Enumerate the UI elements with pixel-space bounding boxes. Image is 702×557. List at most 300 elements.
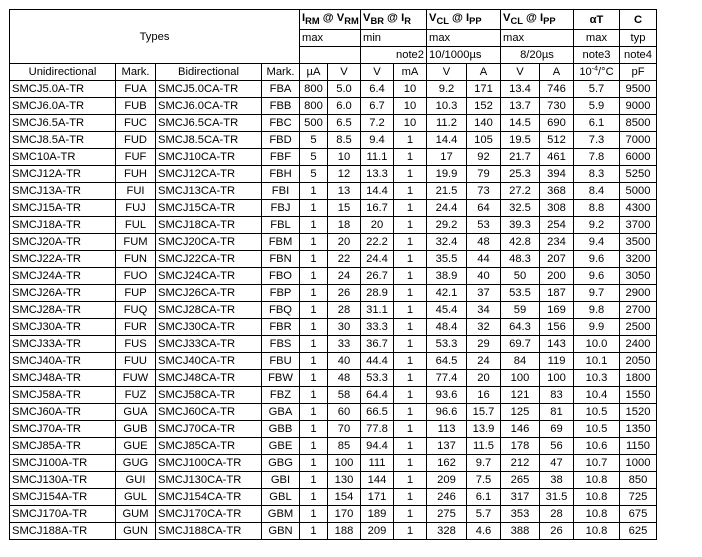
cell-ipp2: 81 — [540, 404, 574, 421]
cell-vbr: 14.4 — [361, 183, 394, 200]
cell-ir: 10 — [394, 115, 427, 132]
irm-max: max — [300, 30, 361, 47]
cell-irm: 800 — [300, 81, 328, 98]
cell-ipp2: 368 — [540, 183, 574, 200]
cell-unidirectional: SMCJ33A-TR — [10, 336, 116, 353]
cell-mark-uni: GUM — [116, 506, 156, 523]
cell-irm: 1 — [300, 387, 328, 404]
cell-ir: 1 — [394, 523, 427, 540]
cell-ipp1: 20 — [467, 370, 501, 387]
cell-capacitance: 2050 — [620, 353, 657, 370]
cell-capacitance: 2400 — [620, 336, 657, 353]
cell-vcl2: 48.3 — [501, 251, 540, 268]
cell-alpha-t: 10.5 — [574, 421, 620, 438]
cell-capacitance: 625 — [620, 523, 657, 540]
cell-mark-bi: FBF — [262, 149, 300, 166]
cell-unidirectional: SMCJ48A-TR — [10, 370, 116, 387]
cell-bidirectional: SMCJ6.5CA-TR — [156, 115, 262, 132]
cell-capacitance: 1800 — [620, 370, 657, 387]
cell-unidirectional: SMCJ13A-TR — [10, 183, 116, 200]
table-row — [10, 234, 657, 251]
cell-ipp1: 9.7 — [467, 455, 501, 472]
cell-ir: 1 — [394, 404, 427, 421]
cell-vrm: 60 — [328, 404, 361, 421]
table-row — [10, 353, 657, 370]
cell-unidirectional: SMCJ18A-TR — [10, 217, 116, 234]
cell-ipp1: 152 — [467, 98, 501, 115]
cell-ipp2: 187 — [540, 285, 574, 302]
cell-mark-bi: FBA — [262, 81, 300, 98]
cell-mark-bi: FBR — [262, 319, 300, 336]
cell-vcl2: 21.7 — [501, 149, 540, 166]
vcl1-max: max — [427, 30, 501, 47]
cell-ipp2: 690 — [540, 115, 574, 132]
cell-vbr: 28.9 — [361, 285, 394, 302]
cell-ipp1: 64 — [467, 200, 501, 217]
unit-ipp2: A — [540, 64, 574, 81]
cell-vrm: 85 — [328, 438, 361, 455]
vbr-min: min — [361, 30, 427, 47]
cell-unidirectional: SMCJ170A-TR — [10, 506, 116, 523]
cell-mark-bi: GBA — [262, 404, 300, 421]
cell-alpha-t: 10.3 — [574, 370, 620, 387]
cell-mark-uni: FUP — [116, 285, 156, 302]
cell-vcl1: 53.3 — [427, 336, 467, 353]
cell-ir: 1 — [394, 302, 427, 319]
vbr-heading: $V_{BR}$ @ $I_R$ — [361, 10, 427, 30]
cell-alpha-t: 7.8 — [574, 149, 620, 166]
unit-vcl2: V — [501, 64, 540, 81]
table-row — [10, 421, 657, 438]
table-row — [10, 81, 657, 98]
cell-unidirectional: SMCJ130A-TR — [10, 472, 116, 489]
cell-mark-uni: FUC — [116, 115, 156, 132]
cell-vbr: 171 — [361, 489, 394, 506]
cell-mark-bi: FBP — [262, 285, 300, 302]
table-row — [10, 268, 657, 285]
cell-vcl2: 19.5 — [501, 132, 540, 149]
cell-vbr: 22.2 — [361, 234, 394, 251]
cell-bidirectional: SMCJ26CA-TR — [156, 285, 262, 302]
cell-irm: 1 — [300, 268, 328, 285]
cell-vbr: 36.7 — [361, 336, 394, 353]
cell-vbr: 64.4 — [361, 387, 394, 404]
cell-ir: 1 — [394, 336, 427, 353]
unit-at: $10^{-4}/^\circ C$ — [574, 64, 620, 81]
cell-vcl1: 93.6 — [427, 387, 467, 404]
cell-mark-uni: FUJ — [116, 200, 156, 217]
cell-mark-bi: FBL — [262, 217, 300, 234]
cell-ipp1: 29 — [467, 336, 501, 353]
cell-capacitance: 9000 — [620, 98, 657, 115]
cell-ipp1: 79 — [467, 166, 501, 183]
cell-bidirectional: SMCJ28CA-TR — [156, 302, 262, 319]
cell-bidirectional: SMCJ60CA-TR — [156, 404, 262, 421]
cell-vbr: 20 — [361, 217, 394, 234]
cell-unidirectional: SMC10A-TR — [10, 149, 116, 166]
cell-vcl1: 32.4 — [427, 234, 467, 251]
cell-bidirectional: SMCJ188CA-TR — [156, 523, 262, 540]
cell-vcl2: 265 — [501, 472, 540, 489]
cell-irm: 1 — [300, 370, 328, 387]
table-row — [10, 438, 657, 455]
header-row-units — [10, 64, 657, 81]
cell-ipp2: 26 — [540, 523, 574, 540]
cell-vcl1: 64.5 — [427, 353, 467, 370]
table-row — [10, 370, 657, 387]
cell-ipp1: 105 — [467, 132, 501, 149]
cell-mark-uni: FUW — [116, 370, 156, 387]
table-row — [10, 319, 657, 336]
cell-alpha-t: 10.6 — [574, 438, 620, 455]
cell-mark-bi: FBZ — [262, 387, 300, 404]
cell-vcl2: 212 — [501, 455, 540, 472]
cell-vcl2: 100 — [501, 370, 540, 387]
cell-irm: 1 — [300, 404, 328, 421]
cell-ipp2: 200 — [540, 268, 574, 285]
cell-ir: 1 — [394, 251, 427, 268]
cell-vcl2: 50 — [501, 268, 540, 285]
table-row — [10, 132, 657, 149]
cell-ipp1: 44 — [467, 251, 501, 268]
unit-irm: µA — [300, 64, 328, 81]
cell-alpha-t: 6.1 — [574, 115, 620, 132]
cell-alpha-t: 10.8 — [574, 523, 620, 540]
cell-capacitance: 6000 — [620, 149, 657, 166]
irm-blank — [300, 47, 361, 64]
cell-vrm: 170 — [328, 506, 361, 523]
cell-mark-uni: FUI — [116, 183, 156, 200]
cell-alpha-t: 10.8 — [574, 506, 620, 523]
at-max: max — [574, 30, 620, 47]
cell-vbr: 24.4 — [361, 251, 394, 268]
cell-ir: 1 — [394, 183, 427, 200]
cell-bidirectional: SMCJ20CA-TR — [156, 234, 262, 251]
cell-mark-uni: FUS — [116, 336, 156, 353]
cell-alpha-t: 10.1 — [574, 353, 620, 370]
cell-alpha-t: 9.6 — [574, 268, 620, 285]
cell-bidirectional: SMCJ22CA-TR — [156, 251, 262, 268]
cell-irm: 5 — [300, 166, 328, 183]
cell-alpha-t: 10.0 — [574, 336, 620, 353]
cell-vbr: 7.2 — [361, 115, 394, 132]
cell-ipp2: 69 — [540, 421, 574, 438]
vcl1-pulse: 10/1000µs — [427, 47, 501, 64]
cell-capacitance: 3200 — [620, 251, 657, 268]
cell-ipp2: 746 — [540, 81, 574, 98]
cell-ipp1: 34 — [467, 302, 501, 319]
cell-bidirectional: SMCJ18CA-TR — [156, 217, 262, 234]
cell-vcl1: 42.1 — [427, 285, 467, 302]
cell-bidirectional: SMCJ70CA-TR — [156, 421, 262, 438]
cell-mark-bi: FBS — [262, 336, 300, 353]
cell-irm: 5 — [300, 132, 328, 149]
cell-vrm: 48 — [328, 370, 361, 387]
cell-vcl1: 162 — [427, 455, 467, 472]
cell-vbr: 53.3 — [361, 370, 394, 387]
cell-mark-uni: GUA — [116, 404, 156, 421]
cell-ipp2: 28 — [540, 506, 574, 523]
cell-vcl2: 39.3 — [501, 217, 540, 234]
cell-ir: 1 — [394, 166, 427, 183]
table-row — [10, 302, 657, 319]
cell-alpha-t: 5.9 — [574, 98, 620, 115]
cell-ipp1: 16 — [467, 387, 501, 404]
cell-vrm: 154 — [328, 489, 361, 506]
cell-ir: 1 — [394, 149, 427, 166]
cell-alpha-t: 9.7 — [574, 285, 620, 302]
cell-mark-uni: FUA — [116, 81, 156, 98]
cell-ir: 1 — [394, 472, 427, 489]
cell-mark-uni: FUB — [116, 98, 156, 115]
col-mark-uni: Mark. — [116, 64, 156, 81]
cell-vcl2: 121 — [501, 387, 540, 404]
cell-vcl2: 388 — [501, 523, 540, 540]
cell-irm: 1 — [300, 506, 328, 523]
cell-mark-uni: FUM — [116, 234, 156, 251]
cell-vcl2: 13.4 — [501, 81, 540, 98]
cell-irm: 1 — [300, 234, 328, 251]
cell-mark-uni: GUE — [116, 438, 156, 455]
cell-vbr: 6.7 — [361, 98, 394, 115]
cell-alpha-t: 10.8 — [574, 472, 620, 489]
cell-mark-bi: GBB — [262, 421, 300, 438]
cell-mark-bi: FBQ — [262, 302, 300, 319]
cell-vrm: 130 — [328, 472, 361, 489]
cell-mark-uni: GUG — [116, 455, 156, 472]
cell-bidirectional: SMCJ154CA-TR — [156, 489, 262, 506]
cell-bidirectional: SMCJ15CA-TR — [156, 200, 262, 217]
cell-mark-uni: FUL — [116, 217, 156, 234]
unit-ir: mA — [394, 64, 427, 81]
cell-ipp2: 254 — [540, 217, 574, 234]
cell-vcl1: 14.4 — [427, 132, 467, 149]
table-row — [10, 200, 657, 217]
cell-mark-bi: FBH — [262, 166, 300, 183]
at-heading: αT — [574, 10, 620, 30]
cell-alpha-t: 9.9 — [574, 319, 620, 336]
vcl2-max: max — [501, 30, 574, 47]
table-row — [10, 251, 657, 268]
cell-mark-bi: GBM — [262, 506, 300, 523]
cell-mark-bi: FBJ — [262, 200, 300, 217]
cell-vcl1: 38.9 — [427, 268, 467, 285]
col-unidirectional: Unidirectional — [10, 64, 116, 81]
cell-ir: 1 — [394, 489, 427, 506]
cell-mark-uni: GUL — [116, 489, 156, 506]
cell-vcl1: 113 — [427, 421, 467, 438]
cell-vbr: 209 — [361, 523, 394, 540]
cell-ir: 1 — [394, 268, 427, 285]
cell-unidirectional: SMCJ24A-TR — [10, 268, 116, 285]
table-row — [10, 149, 657, 166]
cell-ir: 1 — [394, 421, 427, 438]
table-body — [10, 81, 657, 540]
cell-irm: 1 — [300, 183, 328, 200]
cell-capacitance: 2500 — [620, 319, 657, 336]
cell-ir: 1 — [394, 370, 427, 387]
c-note: note4 — [620, 47, 657, 64]
cell-capacitance: 850 — [620, 472, 657, 489]
cell-vcl1: 29.2 — [427, 217, 467, 234]
cell-vrm: 40 — [328, 353, 361, 370]
cell-vcl1: 11.2 — [427, 115, 467, 132]
cell-ipp1: 32 — [467, 319, 501, 336]
cell-mark-bi: GBE — [262, 438, 300, 455]
cell-capacitance: 1550 — [620, 387, 657, 404]
table-row — [10, 217, 657, 234]
cell-vbr: 16.7 — [361, 200, 394, 217]
cell-ipp2: 143 — [540, 336, 574, 353]
cell-mark-bi: FBI — [262, 183, 300, 200]
cell-mark-uni: FUO — [116, 268, 156, 285]
cell-vrm: 100 — [328, 455, 361, 472]
cell-alpha-t: 8.4 — [574, 183, 620, 200]
cell-mark-bi: FBD — [262, 132, 300, 149]
cell-bidirectional: SMCJ33CA-TR — [156, 336, 262, 353]
cell-irm: 1 — [300, 353, 328, 370]
cell-ipp1: 13.9 — [467, 421, 501, 438]
cell-capacitance: 5000 — [620, 183, 657, 200]
cell-alpha-t: 10.4 — [574, 387, 620, 404]
cell-ipp2: 38 — [540, 472, 574, 489]
cell-capacitance: 3500 — [620, 234, 657, 251]
cell-capacitance: 1520 — [620, 404, 657, 421]
cell-unidirectional: SMCJ154A-TR — [10, 489, 116, 506]
cell-vcl2: 125 — [501, 404, 540, 421]
cell-mark-uni: FUZ — [116, 387, 156, 404]
cell-mark-uni: FUH — [116, 166, 156, 183]
cell-unidirectional: SMCJ70A-TR — [10, 421, 116, 438]
cell-vrm: 70 — [328, 421, 361, 438]
vcl1-heading: $V_{CL}$ @ $I_{PP}$ — [427, 10, 501, 30]
cell-ipp1: 5.7 — [467, 506, 501, 523]
table-row — [10, 472, 657, 489]
table-row — [10, 183, 657, 200]
cell-irm: 1 — [300, 336, 328, 353]
cell-unidirectional: SMCJ20A-TR — [10, 234, 116, 251]
cell-mark-bi: FBU — [262, 353, 300, 370]
cell-ir: 1 — [394, 438, 427, 455]
header-row-titles — [10, 10, 657, 30]
cell-ir: 1 — [394, 217, 427, 234]
cell-ipp2: 461 — [540, 149, 574, 166]
cell-unidirectional: SMCJ26A-TR — [10, 285, 116, 302]
cell-alpha-t: 9.8 — [574, 302, 620, 319]
cell-ipp1: 92 — [467, 149, 501, 166]
cell-ipp2: 234 — [540, 234, 574, 251]
cell-vrm: 6.0 — [328, 98, 361, 115]
spec-table — [9, 9, 657, 540]
table-row — [10, 506, 657, 523]
cell-alpha-t: 8.3 — [574, 166, 620, 183]
cell-ipp1: 53 — [467, 217, 501, 234]
cell-vcl1: 275 — [427, 506, 467, 523]
col-bidirectional: Bidirectional — [156, 64, 262, 81]
cell-vcl1: 17 — [427, 149, 467, 166]
cell-vrm: 20 — [328, 234, 361, 251]
cell-vrm: 8.5 — [328, 132, 361, 149]
vcl2-heading: $V_{CL}$ @ $I_{PP}$ — [501, 10, 574, 30]
cell-mark-uni: FUD — [116, 132, 156, 149]
cell-ipp2: 730 — [540, 98, 574, 115]
cell-alpha-t: 10.8 — [574, 489, 620, 506]
cell-vcl2: 64.3 — [501, 319, 540, 336]
types-heading: Types — [10, 10, 300, 64]
vcl2-pulse: 8/20µs — [501, 47, 574, 64]
cell-mark-bi: GBL — [262, 489, 300, 506]
vbr-note: note2 — [361, 47, 427, 64]
cell-irm: 5 — [300, 149, 328, 166]
cell-vcl2: 317 — [501, 489, 540, 506]
cell-ipp1: 11.5 — [467, 438, 501, 455]
cell-unidirectional: SMCJ58A-TR — [10, 387, 116, 404]
cell-ipp2: 83 — [540, 387, 574, 404]
cell-bidirectional: SMCJ30CA-TR — [156, 319, 262, 336]
table-row — [10, 455, 657, 472]
cell-mark-bi: FBM — [262, 234, 300, 251]
cell-mark-bi: GBI — [262, 472, 300, 489]
cell-bidirectional: SMCJ85CA-TR — [156, 438, 262, 455]
cell-vcl2: 353 — [501, 506, 540, 523]
cell-ir: 1 — [394, 455, 427, 472]
cell-ipp1: 24 — [467, 353, 501, 370]
cell-capacitance: 5250 — [620, 166, 657, 183]
cell-mark-uni: FUF — [116, 149, 156, 166]
cell-vcl1: 48.4 — [427, 319, 467, 336]
cell-bidirectional: SMCJ24CA-TR — [156, 268, 262, 285]
cell-ir: 1 — [394, 506, 427, 523]
cell-irm: 1 — [300, 438, 328, 455]
cell-irm: 1 — [300, 302, 328, 319]
cell-vbr: 11.1 — [361, 149, 394, 166]
cell-capacitance: 725 — [620, 489, 657, 506]
c-typ: typ — [620, 30, 657, 47]
cell-vrm: 12 — [328, 166, 361, 183]
cell-vbr: 44.4 — [361, 353, 394, 370]
cell-alpha-t: 10.5 — [574, 404, 620, 421]
cell-bidirectional: SMCJ8.5CA-TR — [156, 132, 262, 149]
cell-irm: 1 — [300, 489, 328, 506]
cell-ir: 1 — [394, 234, 427, 251]
cell-unidirectional: SMCJ22A-TR — [10, 251, 116, 268]
cell-ir: 1 — [394, 200, 427, 217]
cell-ipp2: 169 — [540, 302, 574, 319]
cell-unidirectional: SMCJ188A-TR — [10, 523, 116, 540]
table-row — [10, 166, 657, 183]
cell-vrm: 33 — [328, 336, 361, 353]
cell-mark-uni: GUI — [116, 472, 156, 489]
cell-vcl1: 328 — [427, 523, 467, 540]
cell-vcl1: 246 — [427, 489, 467, 506]
cell-ipp2: 100 — [540, 370, 574, 387]
cell-capacitance: 1350 — [620, 421, 657, 438]
irm-heading: $I_{RM}$ @ $V_{RM}$ — [300, 10, 361, 30]
cell-vcl1: 137 — [427, 438, 467, 455]
table-row — [10, 387, 657, 404]
cell-irm: 1 — [300, 455, 328, 472]
cell-bidirectional: SMCJ170CA-TR — [156, 506, 262, 523]
cell-vrm: 24 — [328, 268, 361, 285]
cell-vbr: 189 — [361, 506, 394, 523]
cell-ipp1: 73 — [467, 183, 501, 200]
cell-alpha-t: 5.7 — [574, 81, 620, 98]
table-row — [10, 336, 657, 353]
cell-vcl1: 24.4 — [427, 200, 467, 217]
cell-vcl2: 53.5 — [501, 285, 540, 302]
cell-capacitance: 3050 — [620, 268, 657, 285]
cell-vcl2: 84 — [501, 353, 540, 370]
